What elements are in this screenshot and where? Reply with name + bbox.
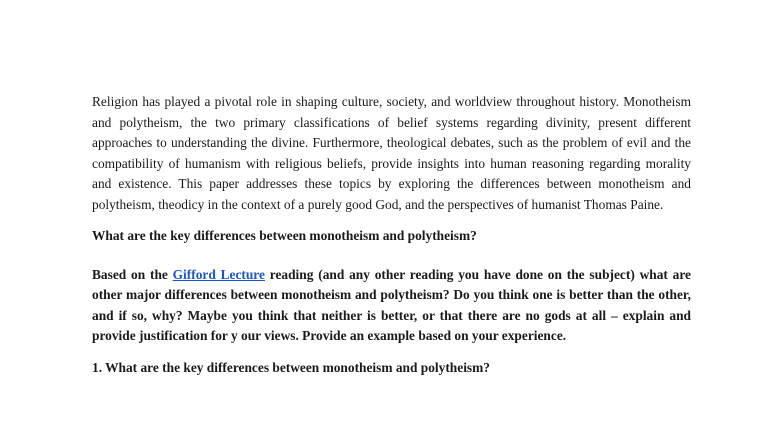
gifford-lecture-link[interactable]: Gifford Lecture	[172, 266, 265, 282]
document-body	[92, 92, 691, 378]
prompt-text-before-link: Based on the	[92, 266, 173, 282]
numbered-question-heading: 1. What are the key differences between monotheism and polytheism?	[92, 359, 490, 375]
section-heading: What are the key differences between monotheism and polytheism?	[92, 228, 477, 243]
prompt-text-after-link: reading (and any other reading you have done on the subject) what are other major differences between monotheism and polytheism? Do you think one is better than the other, and if so, why? Maybe you think that neither is better, or that there are no gods at all – explain and provide justification for y our views. Provide an example based on your experience.	[92, 266, 691, 343]
prompt-paragraph	[92, 265, 691, 347]
intro-paragraph: Religion has played a pivotal role in shaping culture, society, and worldview throughout history. Monotheism and polytheism, the two primary classifications of belief systems regarding divinity, present different approaches to understanding the divine. Furthermore, theological debates, such as the problem of evil and the compatibility of humanism with religious beliefs, provide insights into human reasoning regarding morality and existence. This paper addresses these topics by exploring the differences between monotheism and polytheism, theodicy in the context of a purely good God, and the perspectives of humanist Thomas Paine.	[92, 94, 691, 212]
